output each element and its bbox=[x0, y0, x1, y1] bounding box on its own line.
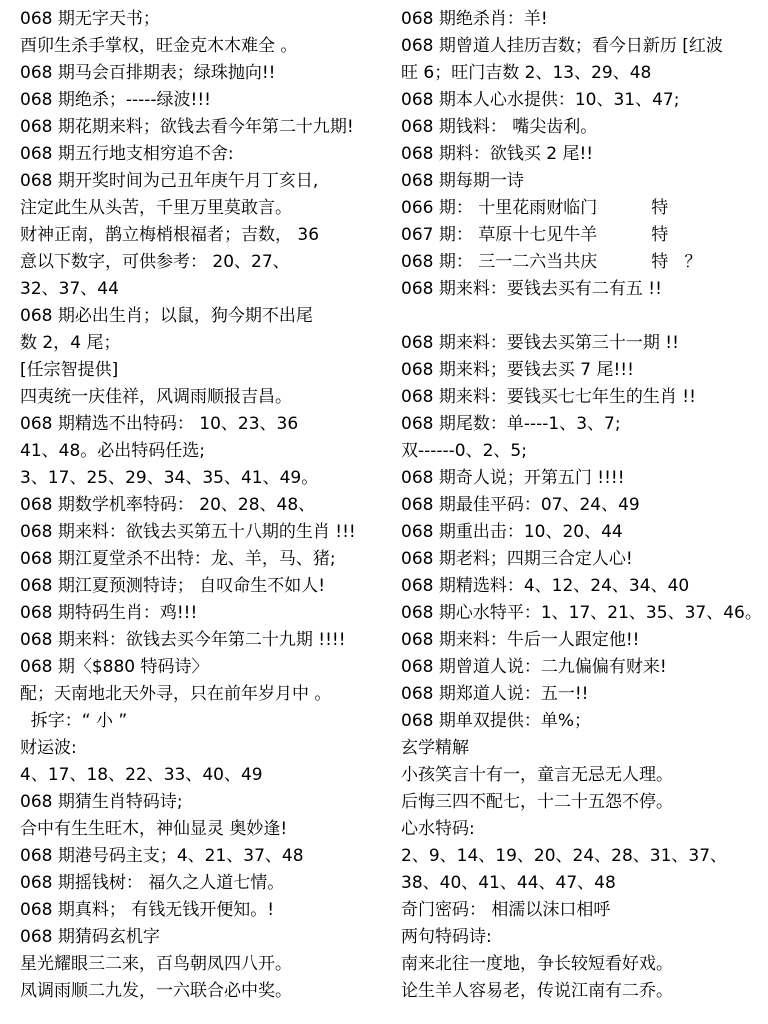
text-line: 068 期精选不出特码： 10、23、36 bbox=[20, 414, 299, 434]
text-line: 068 期尾数：单----1、3、7; bbox=[401, 414, 621, 434]
text-line: 068 期开奖时间为己丑年庚午月丁亥日, bbox=[20, 171, 319, 191]
text-line: 旺 6；旺门吉数 2、13、29、48 bbox=[401, 63, 652, 83]
text-line: 数 2，4 尾； bbox=[20, 333, 121, 353]
text-line: 双------0、2、5; bbox=[401, 441, 527, 461]
text-line: 小孩笑言十有一，童言无忌无人理。 bbox=[401, 765, 673, 785]
text-line: 2、9、14、19、20、24、28、31、37、 bbox=[401, 846, 728, 866]
text-line: 41、48。必出特码任选; bbox=[20, 441, 205, 461]
text-line: 财神正南，鹊立梅梢根福者；吉数， 36 bbox=[20, 225, 320, 245]
text-line: 068 期来料：欲钱去买第五十八期的生肖 !!! bbox=[20, 522, 356, 542]
text-line: 酉卯生杀手掌权，旺金克木木难全 。 bbox=[20, 36, 298, 56]
text-line bbox=[401, 303, 761, 330]
text-line: 配；天南地北天外寻，只在前年岁月中 。 bbox=[20, 684, 332, 704]
text-line: 068 期绝杀；-----绿波!!! bbox=[20, 90, 211, 110]
text-line: 068 期五行地支相穷追不舍: bbox=[20, 144, 234, 164]
text-line: 3、17、25、29、34、35、41、49。 bbox=[20, 468, 319, 488]
text-line: 南来北往一度地，争长较短看好戏。 bbox=[401, 954, 673, 974]
text-line: 论生羊人容易老，传说江南有二乔。 bbox=[401, 981, 673, 1001]
text-line: 068 期马会百排期表；绿珠抛向!! bbox=[20, 63, 276, 83]
text-line: 068 期料：欲钱买 2 尾!! bbox=[401, 144, 594, 164]
text-line: 067 期： 草原十七见牛羊 特 bbox=[401, 225, 669, 245]
text-line: 068 期郑道人说：五一!! bbox=[401, 684, 589, 704]
text-line: 068 期曾道人说：二九偏偏有财来! bbox=[401, 657, 667, 677]
text-line: 068 期〈$880 特码诗〉 bbox=[20, 657, 209, 677]
text-line: 068 期来料：欲钱去买今年第二十九期 !!!! bbox=[20, 630, 346, 650]
text-line: 奇门密码： 相濡以沫口相呼 bbox=[401, 900, 611, 920]
text-line: 068 期绝杀肖：羊! bbox=[401, 9, 548, 29]
text-line: 38、40、41、44、47、48 bbox=[401, 873, 616, 893]
text-line: 068 期重出击：10、20、44 bbox=[401, 522, 623, 542]
text-line: 注定此生从头苦，千里万里莫敢言。 bbox=[20, 198, 292, 218]
text-line: 068 期特码生肖：鸡!!! bbox=[20, 603, 198, 623]
text-line: 4、17、18、22、33、40、49 bbox=[20, 765, 263, 785]
text-line: 068 期奇人说；开第五门 !!!! bbox=[401, 468, 625, 488]
text-line: 玄学精解 bbox=[401, 738, 469, 758]
text-line: 凤调雨顺二九发，一六联合必中奖。 bbox=[20, 981, 292, 1001]
text-line: 财运波: bbox=[20, 738, 77, 758]
text-line: 拆字：“ 小 ” bbox=[20, 711, 128, 731]
text-line: 两句特码诗: bbox=[401, 927, 492, 947]
text-line: 068 期花期来料；欲钱去看今年第二十九期! bbox=[20, 117, 354, 137]
text-line: 068 期最佳平码：07、24、49 bbox=[401, 495, 640, 515]
text-line: 068 期来料：要钱去买有二有五 !! bbox=[401, 279, 662, 299]
text-line: 068 期数学机率特码： 20、28、48、 bbox=[20, 495, 316, 515]
text-line: 068 期： 三一二六当共庆 特 ？ bbox=[401, 252, 702, 272]
text-line: 意以下数字，可供参考： 20、27、 bbox=[20, 252, 290, 272]
text-line: 068 期来料；要钱去买 7 尾!!! bbox=[401, 360, 634, 380]
text-line: 068 期摇钱树： 福久之人道七情。 bbox=[20, 873, 285, 893]
text-line: 068 期港号码主支；4、21、37、48 bbox=[20, 846, 304, 866]
text-line: 068 期江夏堂杀不出特：龙、羊，马、猪; bbox=[20, 549, 336, 569]
text-line: 068 期江夏预测特诗； 自叹命生不如人! bbox=[20, 576, 326, 596]
text-line: 066 期： 十里花雨财临门 特 bbox=[401, 198, 669, 218]
text-line: 068 期曾道人挂历吉数；看今日新历 [红波 bbox=[401, 36, 723, 56]
text-line: 合中有生生旺木，神仙显灵 奥妙逢! bbox=[20, 819, 288, 839]
right-column bbox=[401, 6, 761, 1005]
text-line: [任宗智提供] bbox=[20, 360, 119, 380]
text-line: 后悔三四不配七，十二十五怨不停。 bbox=[401, 792, 673, 812]
text-line: 星光耀眼三二来，百鸟朝凤四八开。 bbox=[20, 954, 292, 974]
text-line: 068 期每期一诗 bbox=[401, 171, 524, 191]
text-line: 068 期老料；四期三合定人心! bbox=[401, 549, 633, 569]
text-line: 068 期单双提供：单%； bbox=[401, 711, 592, 731]
text-line: 068 期来料：要钱去买第三十一期 !! bbox=[401, 333, 679, 353]
text-line: 068 期本人心水提供：10、31、47; bbox=[401, 90, 680, 110]
text-line: 068 期猜生肖特码诗; bbox=[20, 792, 183, 812]
text-line: 068 期无字天书； bbox=[20, 9, 160, 29]
text-line: 068 期心水特平：1、17、21、35、37、46。 bbox=[401, 603, 762, 623]
text-line: 068 期来料：要钱买七七年生的生肖 !! bbox=[401, 387, 696, 407]
text-line: 心水特码: bbox=[401, 819, 475, 839]
text-line: 068 期钱料： 嘴尖齿利。 bbox=[401, 117, 598, 137]
text-line: 四夷统一庆佳祥，风调雨顺报吉昌。 bbox=[20, 387, 292, 407]
text-line: 068 期猜码玄机字 bbox=[20, 927, 160, 947]
text-line: 068 期必出生肖；以鼠，狗今期不出尾 bbox=[20, 306, 313, 326]
text-line: 068 期真料； 有钱无钱开便知。! bbox=[20, 900, 275, 920]
text-line: 32、37、44 bbox=[20, 279, 119, 299]
left-column bbox=[20, 6, 394, 1005]
text-line: 068 期来料：牛后一人跟定他!! bbox=[401, 630, 640, 650]
text-line: 068 期精选料：4、12、24、34、40 bbox=[401, 576, 690, 596]
